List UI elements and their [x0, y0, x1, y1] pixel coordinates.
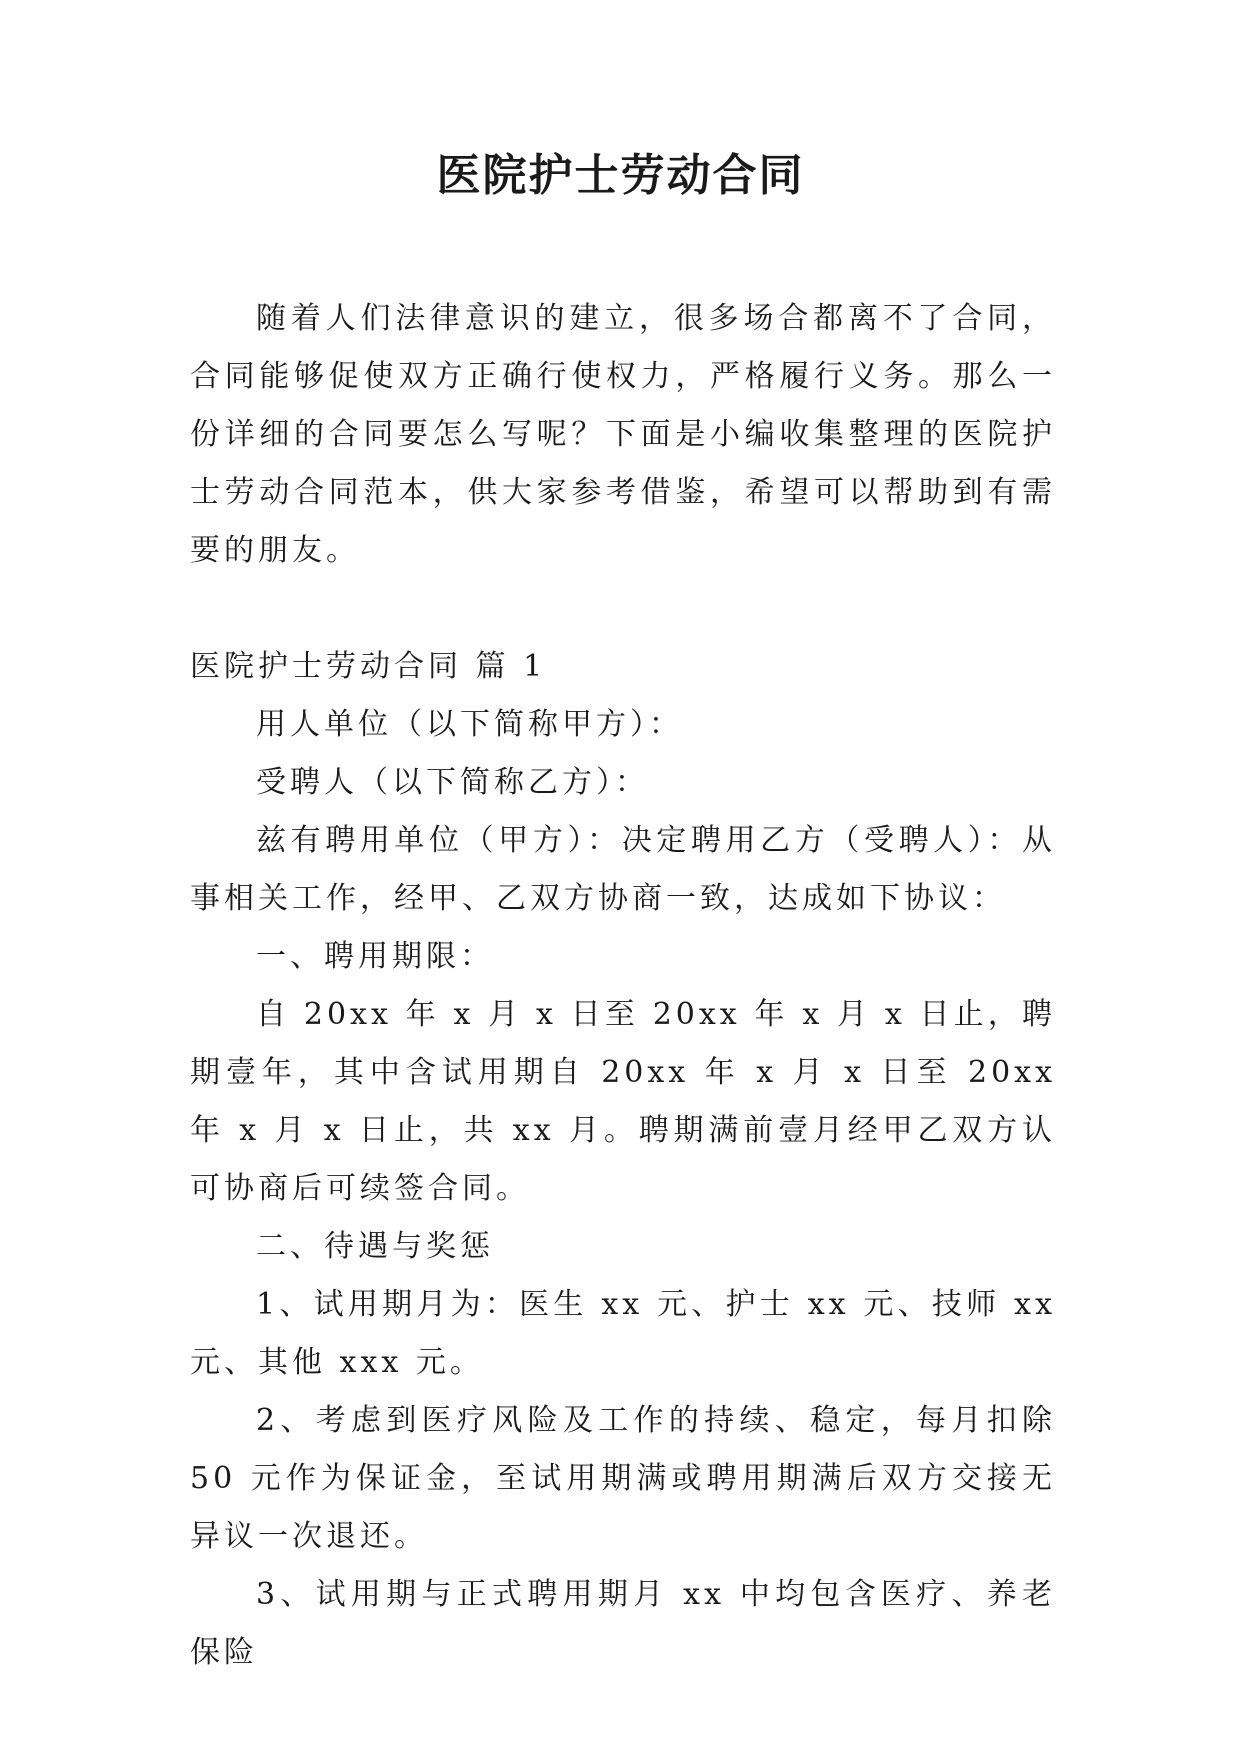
clause-heading-term: 一、聘用期限： — [256, 939, 494, 974]
clause-compensation-1: 1、试用期月为：医生 xx 元、护士 xx 元、技师 xx 元、其他 xxx 元。 — [190, 1287, 1056, 1380]
clause-compensation-2: 2、考虑到医疗风险及工作的持续、稳定，每月扣除 50 元作为保证金，至试用期满或聘用期满后双方交接无异议一次退还。 — [190, 1403, 1056, 1554]
employer-line: 用人单位（以下简称甲方）： — [256, 707, 683, 742]
clause-term-text: 自 20xx 年 x 月 x 日至 20xx 年 x 月 x 日止，聘期壹年，其中含试用期自 20xx 年 x 月 x 日至 20xx 年 x 月 x 日止，共 xx 月。聘期满前壹月经甲乙双方认可协商后可续签合同。 — [190, 997, 1056, 1206]
section-heading: 医院护士劳动合同 篇 1 — [190, 649, 547, 684]
document-title: 医院护士劳动合同 — [436, 150, 805, 201]
intro-paragraph: 随着人们法律意识的建立，很多场合都离不了合同，合同能够促使双方正确行使权力，严格履行义务。那么一份详细的合同要怎么写呢？下面是小编收集整理的医院护士劳动合同范本，供大家参考借鉴，希望可以帮助到有需要的朋友。 — [190, 301, 1056, 568]
clause-heading-compensation: 二、待遇与奖惩 — [256, 1229, 494, 1264]
document-body — [190, 290, 1056, 1682]
agreement-preamble: 兹有聘用单位（甲方）：决定聘用乙方（受聘人）：从事相关工作，经甲、乙双方协商一致，达成如下协议： — [190, 823, 1056, 916]
clause-compensation-3: 3、试用期与正式聘用期月 xx 中均包含医疗、养老保险 — [190, 1577, 1056, 1670]
employee-line: 受聘人（以下简称乙方）： — [256, 765, 649, 800]
